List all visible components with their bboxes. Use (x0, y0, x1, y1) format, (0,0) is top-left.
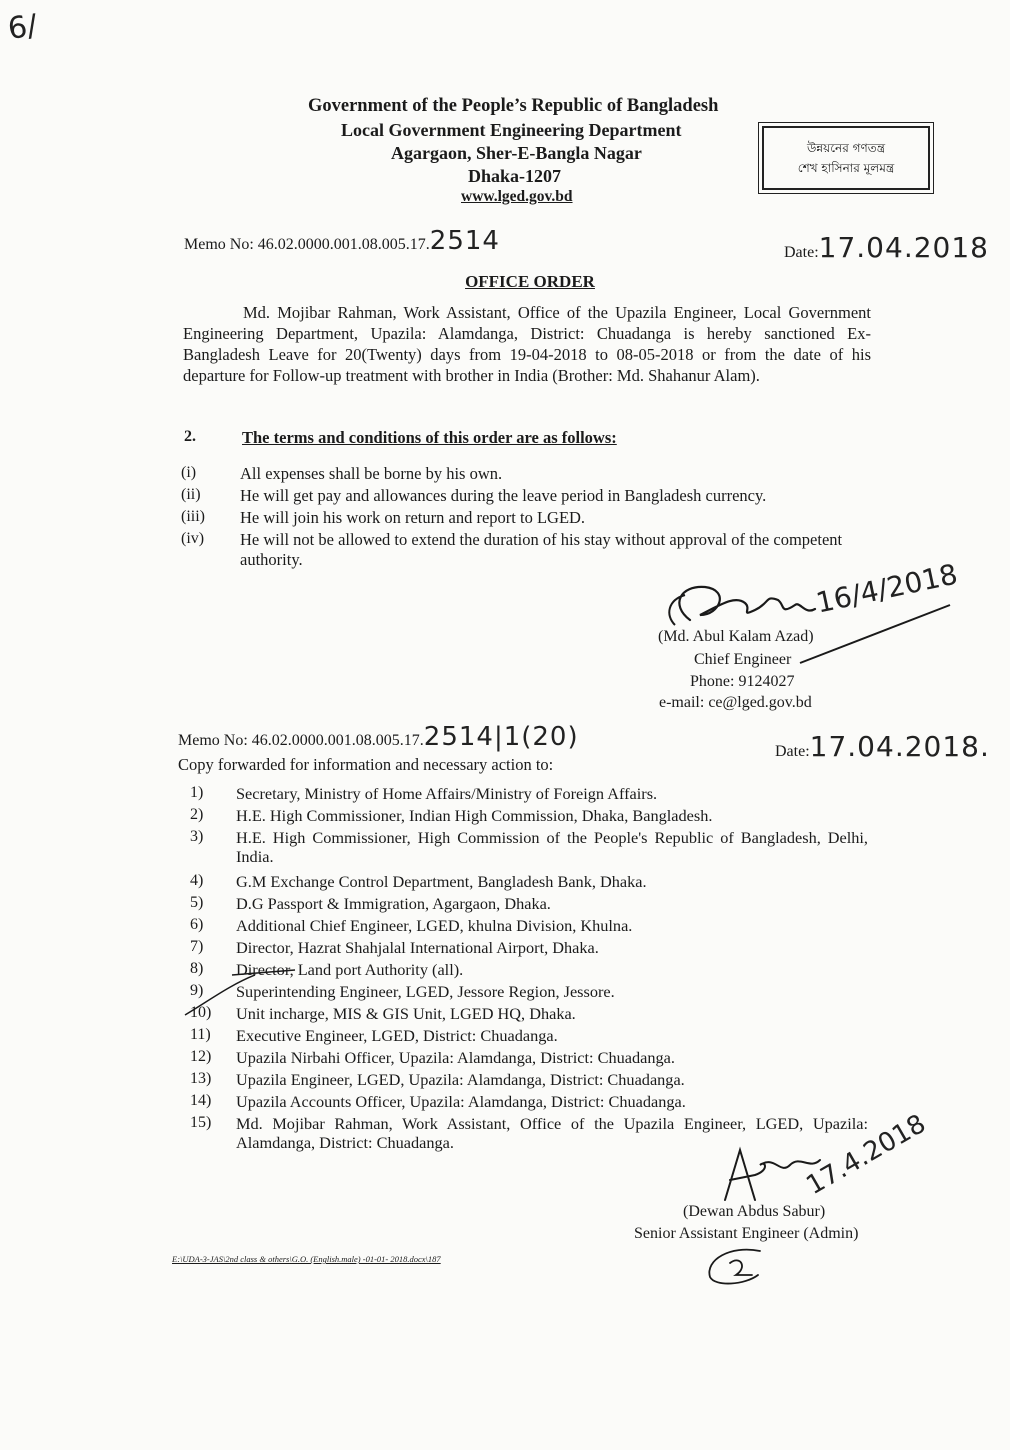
initials-scribble (700, 1245, 770, 1290)
signatory-1-title: Chief Engineer (694, 651, 792, 668)
copy-text: Executive Engineer, LGED, District: Chuadanga. (236, 1026, 558, 1045)
copy-number: 12) (190, 1048, 212, 1065)
copy-number: 15) (190, 1114, 212, 1131)
copy-text: Director, Land port Authority (all). (236, 960, 464, 979)
copy-number: 1) (190, 784, 204, 801)
slogan-line-1: উন্নয়নের গণতন্ত্র (806, 141, 886, 155)
memo-date-2 (775, 730, 990, 763)
memo-number-1 (184, 226, 500, 256)
copy-text: Md. Mojibar Rahman, Work Assistant, Office of the Upazila Engineer, LGED, Upazila: Alamdanga, District: Chuadanga. (236, 1114, 868, 1152)
copy-text: Director, Hazrat Shahjalal International Airport, Dhaka. (236, 938, 599, 957)
copy-number: 13) (190, 1070, 212, 1087)
copy-forwarded-intro: Copy forwarded for information and necessary action to: (178, 755, 554, 774)
copy-number: 11) (190, 1026, 211, 1043)
copy-text: Unit incharge, MIS & GIS Unit, LGED HQ, Dhaka. (236, 1004, 576, 1023)
header-government: Government of the People’s Republic of Bangladesh (308, 96, 719, 116)
term-text: All expenses shall be borne by his own. (240, 464, 503, 483)
copy-number: 7) (190, 938, 204, 955)
order-paragraph: Md. Mojibar Rahman, Work Assistant, Office of the Upazila Engineer, Local Government Engineering Department, Upazila: Alamdanga, District: Chuadanga is hereby sanctioned Ex-Bangladesh Leave for 20(Twenty) days from 19-04-2018 to 08-05-2018 or from the date of his departure for Follow-up treatment with brother in India (Brother: Md. Shahanur Alam). (183, 303, 871, 385)
slogan-box (762, 126, 930, 190)
copy-text: Upazila Accounts Officer, Upazila: Alamdanga, District: Chuadanga. (236, 1092, 686, 1111)
date-label-2: Date: (775, 743, 810, 760)
copy-number: 2) (190, 806, 204, 823)
memo-number-hand-2: 2514|1(20) (423, 722, 579, 752)
header-department: Local Government Engineering Department (341, 120, 682, 140)
memo-prefix-2: Memo No: 46.02.0000.001.08.005.17. (178, 732, 424, 749)
memo-prefix-1: Memo No: 46.02.0000.001.08.005.17. (184, 236, 430, 253)
signatory-2-title: Senior Assistant Engineer (Admin) (634, 1225, 859, 1242)
memo-number-2 (178, 722, 579, 752)
copy-number: 10) (190, 1004, 212, 1021)
pen-strike-marks (180, 960, 300, 1020)
copy-number: 4) (190, 872, 204, 889)
copy-number: 5) (190, 894, 204, 911)
copy-number: 8) (190, 960, 204, 977)
signatory-1-name: (Md. Abul Kalam Azad) (658, 628, 814, 645)
copy-text: H.E. High Commissioner, Indian High Commission, Dhaka, Bangladesh. (236, 806, 713, 825)
copy-number: 6) (190, 916, 204, 933)
term-text: He will get pay and allowances during the leave period in Bangladesh currency. (240, 486, 767, 505)
copy-number: 14) (190, 1092, 212, 1109)
signatory-1-email-link[interactable]: e-mail: ce@lged.gov.bd (659, 694, 812, 711)
copy-text: Upazila Nirbahi Officer, Upazila: Alamdanga, District: Chuadanga. (236, 1048, 675, 1067)
copy-text: Secretary, Ministry of Home Affairs/Ministry of Foreign Affairs. (236, 784, 658, 803)
section-2-number: 2. (184, 428, 196, 445)
memo-number-hand-1: 2514 (429, 226, 500, 256)
term-text: He will not be allowed to extend the duration of his stay without approval of the competent authority. (240, 530, 843, 569)
header-address: Agargaon, Sher-E-Bangla Nagar (391, 143, 642, 163)
corner-handwritten-mark: 6/ (5, 8, 40, 47)
slogan-line-2: শেখ হাসিনার মূলমন্ত্র (797, 161, 895, 175)
header-city: Dhaka-1207 (468, 166, 562, 186)
signatory-1-phone: Phone: 9124027 (690, 673, 795, 690)
section-2-title: The terms and conditions of this order are as follows: (242, 428, 617, 447)
copy-text: H.E. High Commissioner, High Commission of the People's Republic of Bangladesh, Delhi, India. (236, 828, 868, 866)
copy-text: Additional Chief Engineer, LGED, khulna Division, Khulna. (236, 916, 633, 935)
office-order-title: OFFICE ORDER (465, 272, 595, 291)
copy-text: D.G Passport & Immigration, Agargaon, Dhaka. (236, 894, 551, 913)
signature-2-date-hand: 17.4.2018 (801, 1108, 931, 1202)
term-number: (iv) (181, 530, 205, 547)
signatory-2-name: (Dewan Abdus Sabur) (683, 1203, 826, 1220)
term-text: He will join his work on return and report to LGED. (240, 508, 586, 527)
date-label-1: Date: (784, 244, 819, 261)
copy-text: G.M Exchange Control Department, Bangladesh Bank, Dhaka. (236, 872, 647, 891)
term-number: (ii) (181, 486, 201, 503)
header-website-link[interactable]: www.lged.gov.bd (461, 188, 573, 205)
copy-number: 3) (190, 828, 204, 845)
term-number: (i) (181, 464, 197, 481)
term-number: (iii) (181, 508, 205, 525)
copy-text: Upazila Engineer, LGED, Upazila: Alamdanga, District: Chuadanga. (236, 1070, 685, 1089)
copy-text: Superintending Engineer, LGED, Jessore Region, Jessore. (236, 982, 615, 1001)
date-hand-2: 17.04.2018. (809, 730, 990, 763)
memo-date-1 (784, 231, 989, 264)
footer-file-path: E:\UDA-3-JAS\2nd class & others\G.O. (English.male) -01-01- 2018.docx\187 (172, 1254, 441, 1264)
signature-1-date-hand: 16/4/2018 (813, 557, 961, 620)
date-hand-1: 17.04.2018 (818, 231, 989, 264)
copy-number: 9) (190, 982, 204, 999)
